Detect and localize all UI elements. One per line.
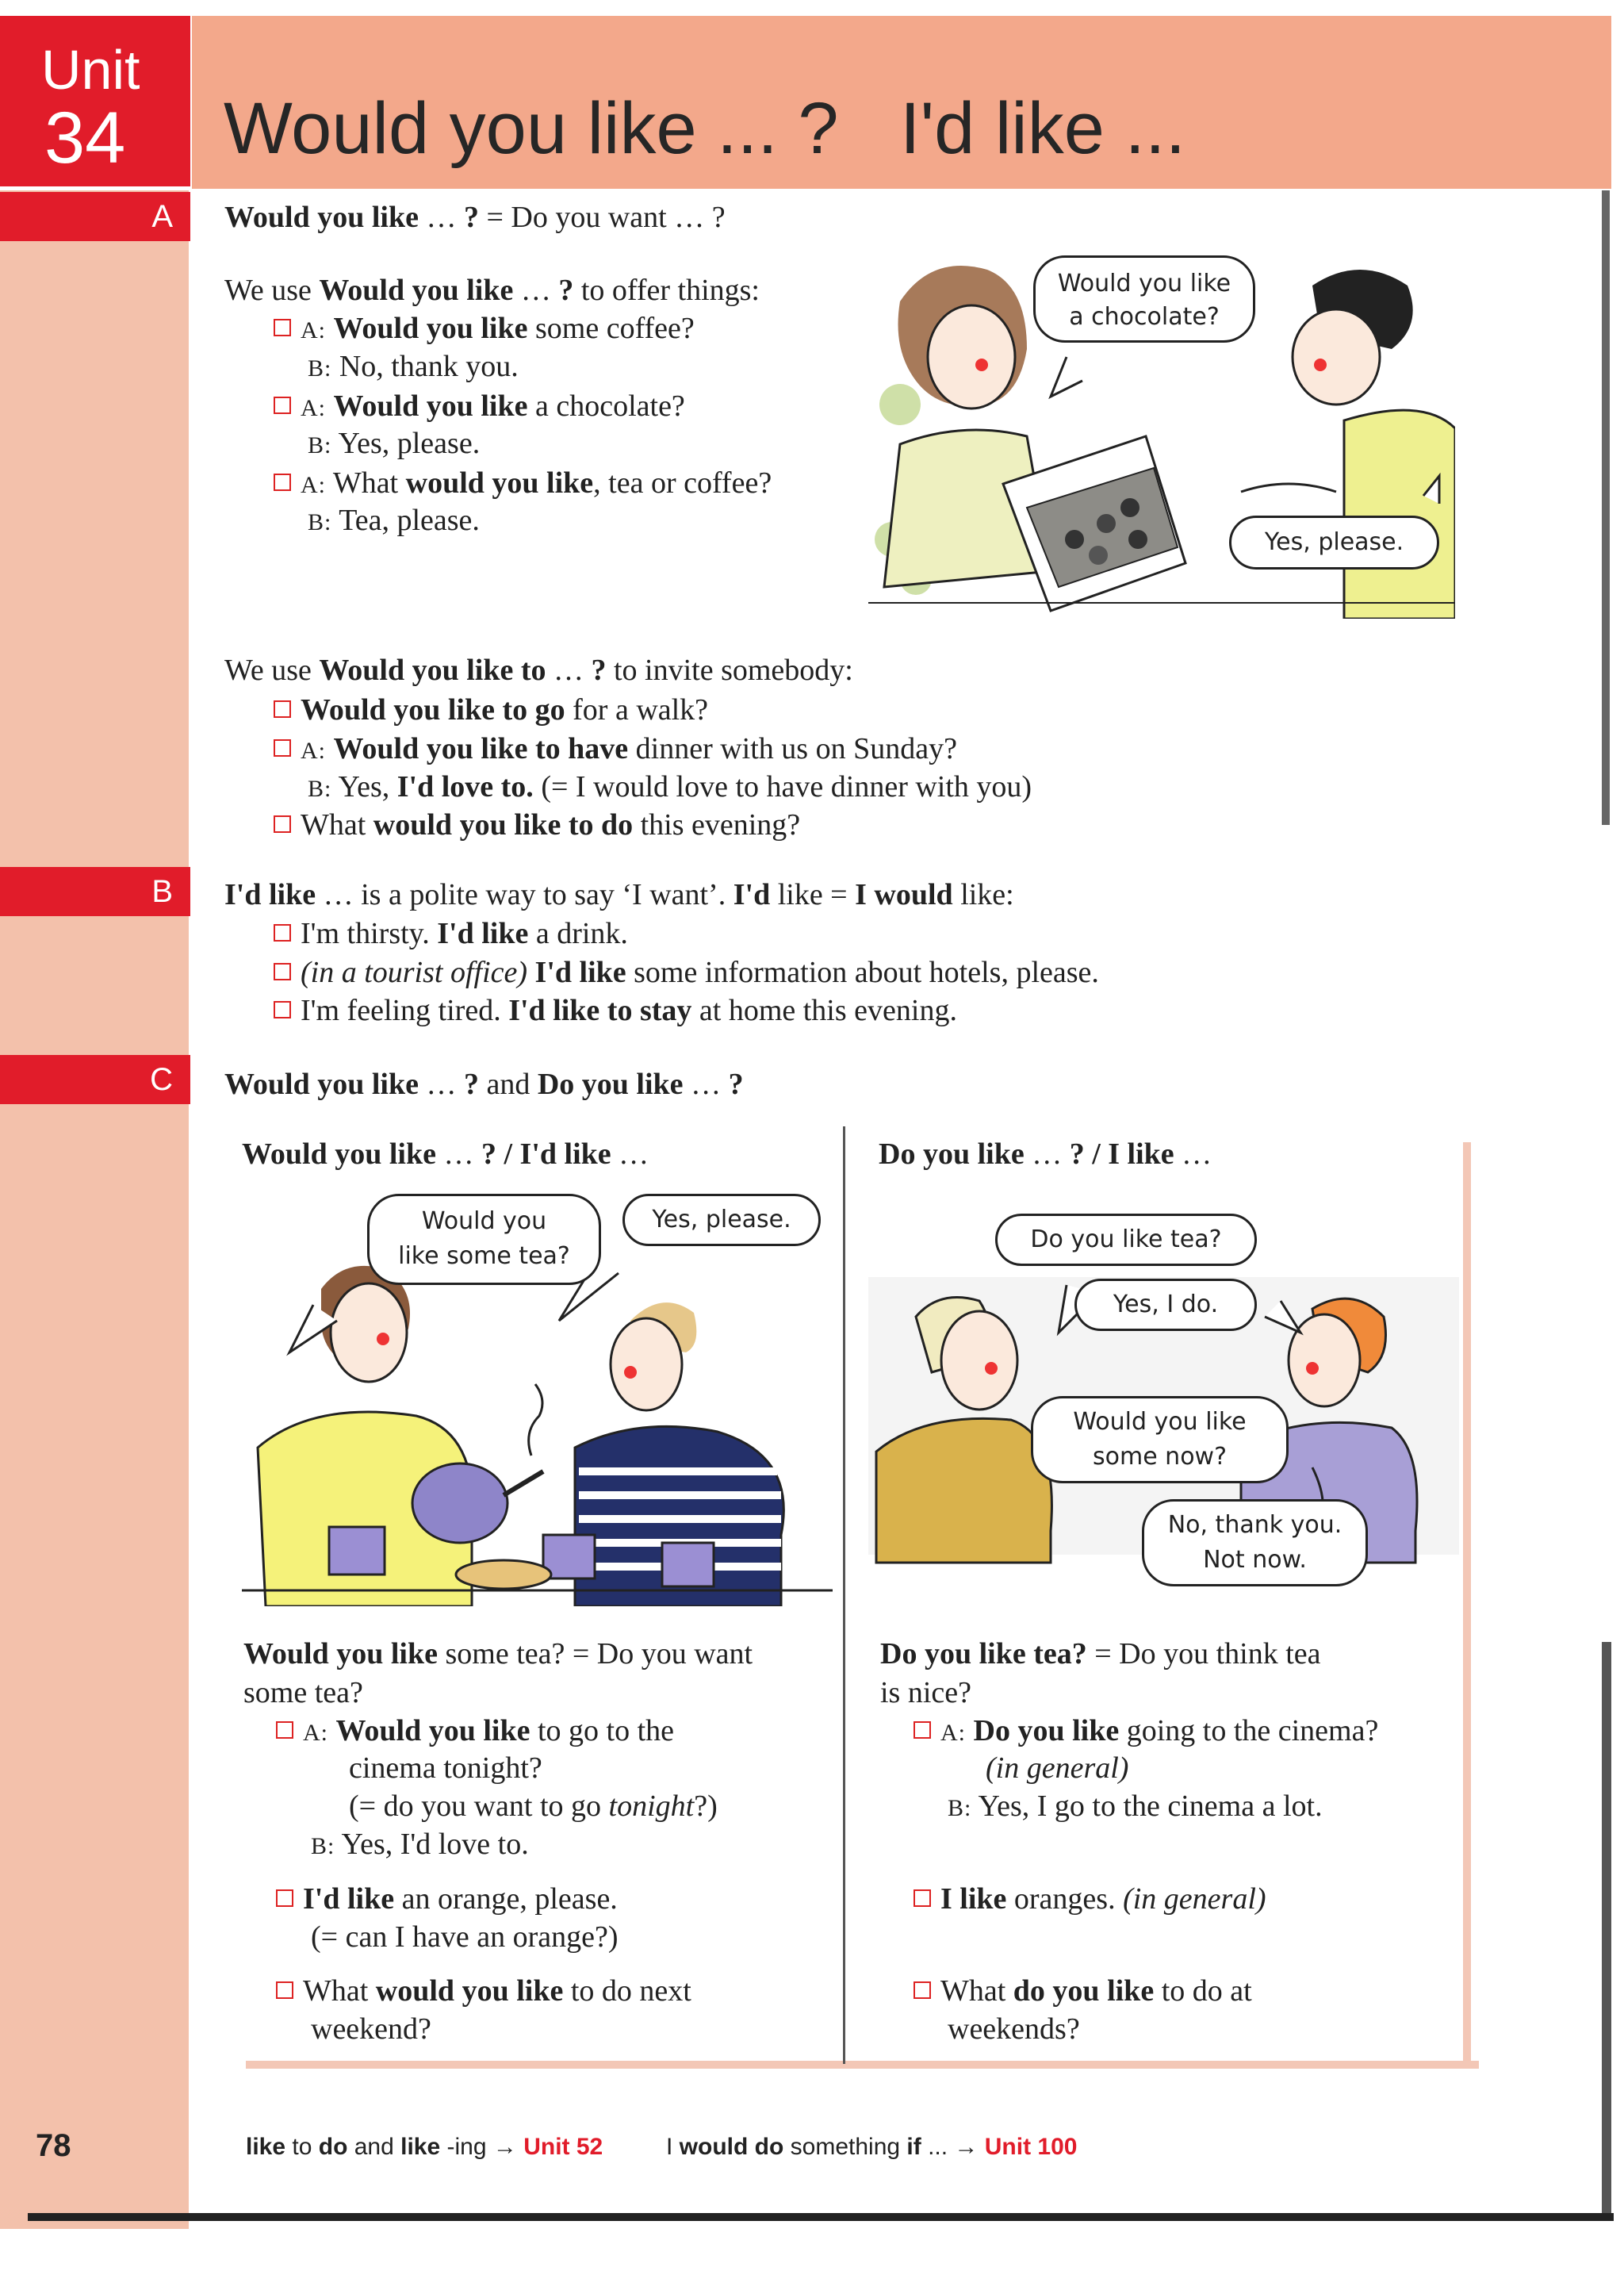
bullet-square-icon xyxy=(274,739,291,757)
page-subtitle: I'd like ... xyxy=(900,88,1186,169)
page-edge xyxy=(1602,1642,1611,2213)
text-line: (in general) xyxy=(986,1751,1129,1785)
example-line: A: Would you like a chocolate? xyxy=(274,389,685,424)
example-line: A: Would you like to go to the xyxy=(276,1713,674,1748)
speech-bubble: No, thank you. Not now. xyxy=(1142,1499,1368,1586)
example-line: A: Would you like some coffee? xyxy=(274,311,695,346)
tea-offer-illustration xyxy=(242,1194,833,1606)
text-line: Do you like tea? = Do you think tea xyxy=(880,1637,1321,1671)
left-margin-band xyxy=(0,190,189,2229)
cross-reference: I would do something if ... → Unit 100 xyxy=(666,2134,1078,2160)
bullet-square-icon xyxy=(274,700,291,718)
right-panel-title: Do you like … ? / I like … xyxy=(879,1137,1212,1171)
example-line: A: Do you like going to the cinema? xyxy=(914,1713,1378,1748)
bullet-square-icon xyxy=(274,815,291,833)
text-line: (= can I have an orange?) xyxy=(311,1920,619,1954)
speech-bubble: Would you like some tea? xyxy=(367,1194,601,1285)
speech-bubble: Would you like a chocolate? xyxy=(1033,255,1255,343)
bullet-square-icon xyxy=(274,924,291,942)
page-number: 78 xyxy=(36,2128,71,2163)
example-line: Would you like to go for a walk? xyxy=(274,692,708,727)
speech-bubble: Yes, please. xyxy=(622,1194,821,1246)
example-line: B: Yes, I go to the cinema a lot. xyxy=(948,1789,1323,1823)
bullet-square-icon xyxy=(274,319,291,336)
example-line: I'm feeling tired. I'd like to stay at home this evening. xyxy=(274,993,957,1028)
speech-bubble: Do you like tea? xyxy=(995,1214,1257,1266)
example-line: What would you like to do this evening? xyxy=(274,807,800,842)
example-line: A: Would you like to have dinner with us on Sunday? xyxy=(274,731,957,766)
text-line: weekend? xyxy=(311,2012,431,2046)
section-tab-b: B xyxy=(0,867,190,916)
example-line: What do you like to do at xyxy=(914,1974,1252,2008)
bullet-square-icon xyxy=(276,1889,293,1907)
bullet-square-icon xyxy=(914,1721,931,1739)
section-tab-c: C xyxy=(0,1055,190,1104)
cross-reference: like to do and like -ing → Unit 52 xyxy=(246,2134,603,2160)
text-line: is nice? xyxy=(880,1676,972,1709)
section-b-definition: I'd like … is a polite way to say ‘I want’. I'd like = I would like: xyxy=(224,878,1014,911)
footer-rule xyxy=(28,2213,1614,2221)
offer-intro: We use Would you like … ? to offer things: xyxy=(224,274,760,307)
bullet-square-icon xyxy=(914,1889,931,1907)
text-line: cinema tonight? xyxy=(349,1751,542,1785)
example-line: B: Yes, I'd love to. (= I would love to have dinner with you) xyxy=(308,770,1032,804)
bullet-square-icon xyxy=(276,1721,293,1739)
bullet-square-icon xyxy=(274,474,291,491)
section-tab-a: A xyxy=(0,192,190,241)
bullet-square-icon xyxy=(274,963,291,980)
text-line: weekends? xyxy=(948,2012,1080,2046)
page-title: Would you like ... ? xyxy=(224,88,839,169)
section-c-heading: Would you like … ? and Do you like … ? xyxy=(224,1068,744,1101)
page-edge xyxy=(1602,190,1610,825)
panel-shadow xyxy=(246,2061,1479,2069)
example-line: B: No, thank you. xyxy=(308,350,519,383)
bullet-square-icon xyxy=(274,1001,291,1018)
section-a-definition: Would you like … ? = Do you want … ? xyxy=(224,201,726,234)
unit-label-box xyxy=(0,16,190,186)
left-panel-title: Would you like … ? / I'd like … xyxy=(242,1137,649,1171)
text-line: (= do you want to go tonight?) xyxy=(349,1789,718,1823)
example-line: What would you like to do next xyxy=(276,1974,691,2008)
speech-bubble: Yes, please. xyxy=(1229,516,1439,570)
bullet-square-icon xyxy=(274,397,291,414)
speech-bubble: Would you like some now? xyxy=(1031,1396,1289,1483)
example-line: I'm thirsty. I'd like a drink. xyxy=(274,916,628,951)
tea-preference-illustration xyxy=(868,1214,1459,1598)
speech-bubble: Yes, I do. xyxy=(1074,1279,1257,1331)
text-line: Would you like some tea? = Do you want xyxy=(243,1637,753,1671)
invite-intro: We use Would you like to … ? to invite somebody: xyxy=(224,654,853,687)
example-line: (in a tourist office) I'd like some information about hotels, please. xyxy=(274,955,1099,990)
panel-shadow xyxy=(1463,1142,1471,2066)
unit-link[interactable]: Unit 100 xyxy=(984,2134,1078,2160)
unit-link[interactable]: Unit 52 xyxy=(523,2134,603,2160)
example-line: B: Yes, please. xyxy=(308,427,481,460)
example-line: I'd like an orange, please. xyxy=(276,1881,618,1916)
chocolate-offer-illustration xyxy=(868,238,1455,619)
bullet-square-icon xyxy=(914,1981,931,1999)
example-line: I like oranges. (in general) xyxy=(914,1881,1266,1916)
example-line: B: Yes, I'd love to. xyxy=(311,1828,529,1861)
bullet-square-icon xyxy=(276,1981,293,1999)
text-line: some tea? xyxy=(243,1676,363,1709)
panel-divider xyxy=(843,1126,845,2064)
example-line: A: What would you like, tea or coffee? xyxy=(274,466,772,501)
unit-number: 34 xyxy=(44,98,126,178)
example-line: B: Tea, please. xyxy=(308,504,480,537)
unit-word: Unit xyxy=(41,39,140,101)
